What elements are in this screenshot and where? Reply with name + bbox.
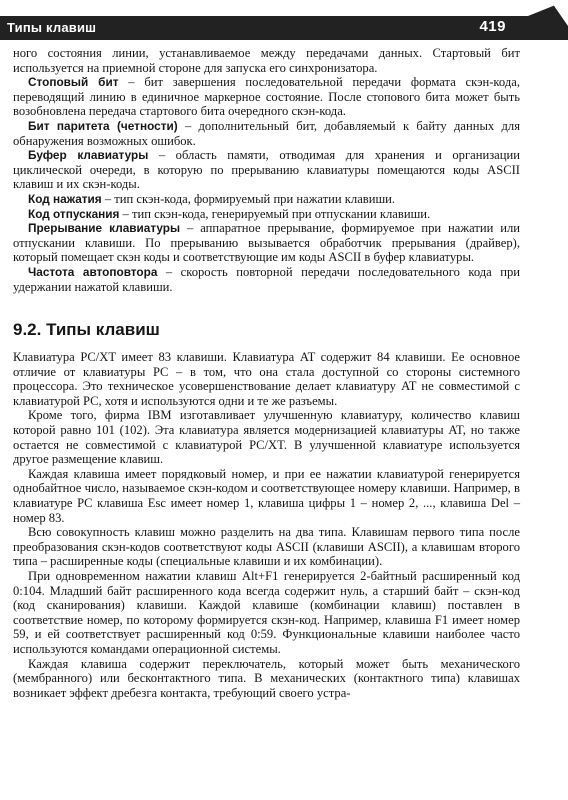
definition-text: – скорость повторной передачи последовательного кода при удержании нажатой клавиши.: [13, 264, 521, 294]
definition-term: Код нажатия: [28, 191, 102, 206]
definition-paragraph: [13, 46, 520, 75]
definition-paragraph: [13, 221, 520, 265]
page-number: 419: [479, 18, 506, 35]
definition-term: Буфер клавиатуры: [28, 148, 149, 163]
definition-paragraph: [13, 119, 520, 148]
running-header: [0, 16, 528, 40]
body-paragraph: Каждая клавиша содержит переключатель, который может быть механического (мембранного) или бесконтактного типа. В механических (контактного типа) клавишах возникает эффект дребезга контакта, требующий своего устра-: [13, 656, 520, 700]
definition-term: Бит паритета (четности): [28, 118, 178, 133]
definition-paragraph: [13, 75, 520, 119]
definition-paragraph: [13, 148, 520, 192]
definition-text: – бит завершения последовательной передачи формата скэн-кода, переводящий линию в единичное маркерное состояние. После стопового бита может быть возобновлена передача стартового бита очередного скэн-кода.: [13, 75, 520, 119]
definition-paragraph: [13, 192, 520, 207]
definition-term: Стоповый бит: [28, 75, 119, 90]
definition-text: – область памяти, отводимая для хранения и организации циклической очереди, в которую по прерыванию клавиатуры помещаются коды ASCII клавиш и их скэн-коды.: [13, 148, 520, 192]
body-paragraph: При одновременном нажатии клавиш Alt+F1 генерируется 2-байтный расширенный код 0:104. Младший байт расширенного кода всегда содержит нуль, а старший байт – скэн-код (код сканирования) клавиши. Каждой клавише (комбинации клавиш) поставлен в соответствие номер, по которому формируется скэн-код. Например, клавиша F1 имеет номер 59, и ей соответствует расширенный код 0:59. Функциональные клавиши наиболее часто используются командами операционной системы.: [13, 569, 520, 656]
body-paragraph: Всю совокупность клавиш можно разделить на два типа. Клавишам первого типа после преобразования скэн-кодов соответствуют коды ASCII (клавиши ASCII), а клавишам второго типа – расширенные коды (специальные клавиши и их комбинации).: [13, 525, 520, 569]
body-paragraph: Каждая клавиша имеет порядковый номер, и при ее нажатии клавиатурой генерируется однобайтное число, называемое скэн-кодом и соответствующее номеру клавиши. Например, в клавиатуре PC клавиша Esc имеет номер 1, клавиша цифры 1 – номер 2, ..., клавиша Del – номер 83.: [13, 466, 520, 525]
definition-term: Частота автоповтора: [28, 264, 158, 279]
running-header-title: Типы клавиш: [7, 20, 97, 35]
section-heading: 9.2. Типы клавиш: [13, 320, 160, 340]
definition-paragraph: [13, 207, 520, 222]
definition-term: Код отпускания: [28, 206, 120, 221]
page-corner-decoration: [528, 0, 568, 40]
page-body: [13, 46, 520, 700]
body-paragraph: Кроме того, фирма IBM изготавливает улучшенную клавиатуру, количество клавиш которой равно 101 (102). Эта клавиатура является модернизацией клавиатуры AT, но также остается не совместимой с клавиатурой PC/XT. В улучшенной клавиатуре используется другое размещение клавиш.: [13, 408, 520, 467]
definition-term: Прерывание клавиатуры: [28, 221, 181, 236]
definition-text: – аппаратное прерывание, формируемое при нажатии или отпускании клавиши. По прерыванию вызывается обработчик прерывания (драйвер), который помещает скэн коды и соответствующие им коды ASCII в буфер клавиатуры.: [13, 221, 520, 265]
definition-text: – тип скэн-кода, формируемый при нажатии клавиши.: [101, 191, 396, 206]
definition-text: – дополнительный бит, добавляемый к байту данных для обнаружения возможных ошибок.: [13, 118, 520, 148]
definition-text: – тип скэн-кода, генерируемый при отпускании клавиши.: [119, 206, 431, 221]
definition-paragraph: [13, 265, 520, 294]
definition-text: ного состояния линии, устанавливаемое между передачами данных. Стартовый бит используется на приемной стороне для запуска его синхронизатора.: [13, 46, 520, 75]
body-paragraph: Клавиатура PC/XT имеет 83 клавиши. Клавиатура AT содержит 84 клавиши. Ее основное отличие от клавиатуры PC – в том, что она стала доступной со стороны системного процессора. Это техническое усовершенствование делает клавиатуру AT не совместимой с клавиатурой PC, хотя и используются одни и те же разъемы.: [13, 350, 520, 408]
